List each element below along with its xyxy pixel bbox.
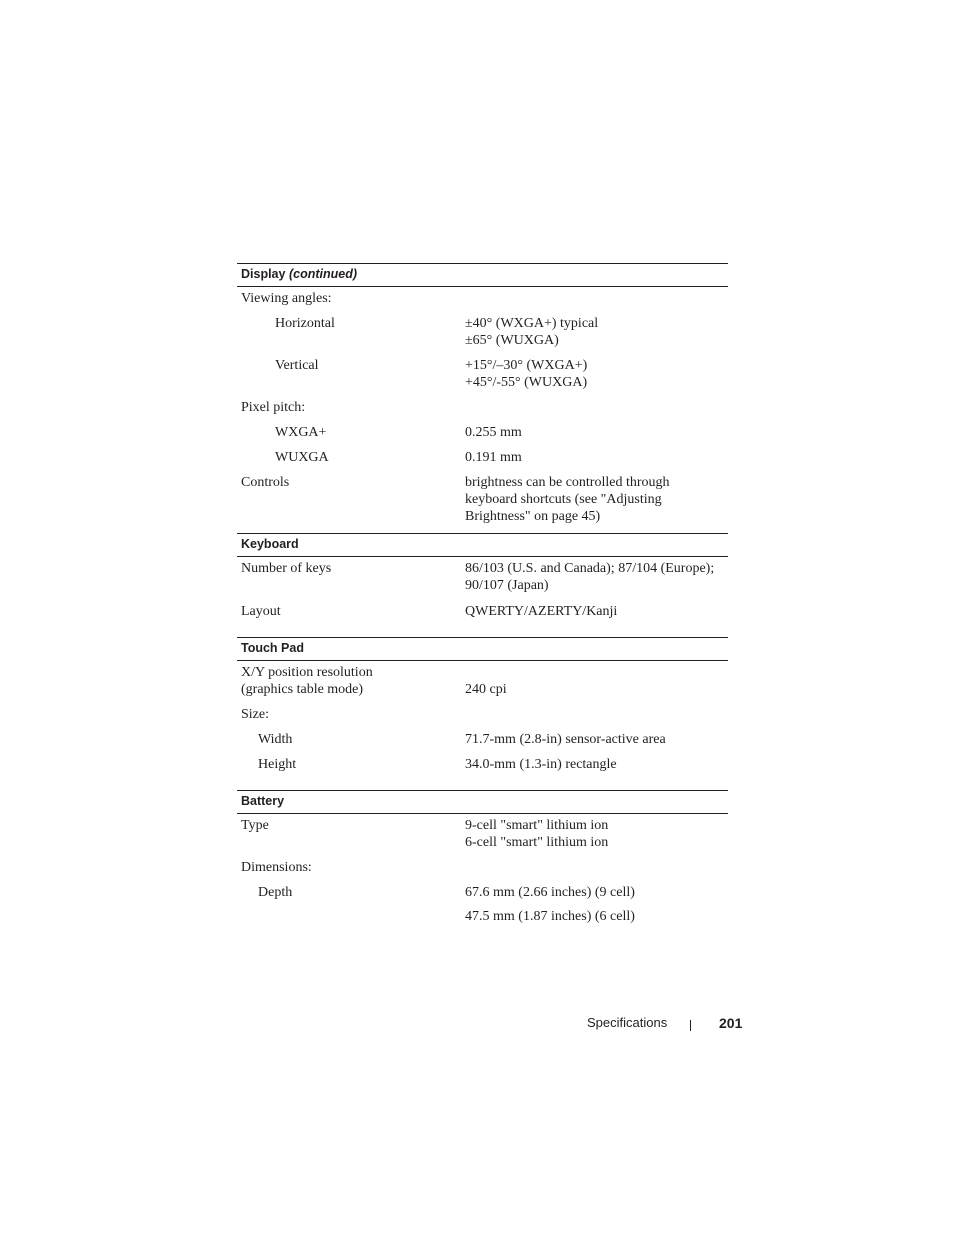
spec-label: Pixel pitch:	[241, 400, 306, 415]
spec-value	[465, 560, 735, 594]
spec-row-size	[237, 706, 728, 731]
spec-value-line: 9-cell "smart" lithium ion	[465, 818, 609, 833]
spec-row-controls	[237, 474, 728, 533]
spec-label: Number of keys	[241, 561, 332, 576]
spec-value	[465, 357, 735, 391]
spec-row-viewing-angles	[237, 290, 728, 315]
spec-row-height	[237, 756, 728, 790]
spec-label: Size:	[241, 707, 269, 722]
spec-value-line: ±40° (WXGA+) typical	[465, 316, 599, 331]
spec-label-line: X/Y position resolution	[241, 665, 373, 680]
spec-value-line: Brightness" on page 45)	[465, 509, 601, 524]
spec-row-vertical	[237, 357, 728, 399]
spec-label: Controls	[241, 475, 290, 490]
spec-value-line: +15°/–30° (WXGA+)	[465, 358, 588, 373]
battery-section-title: Battery	[241, 794, 285, 808]
spec-label	[241, 664, 451, 698]
spec-value: 67.6 mm (2.66 inches) (9 cell)	[465, 885, 635, 900]
spec-row-wuxga	[237, 449, 728, 474]
spec-value-line: ±65° (WUXGA)	[465, 333, 559, 348]
spec-label: Viewing angles:	[241, 291, 332, 306]
spec-label: Dimensions:	[241, 860, 312, 875]
page-number: 201	[719, 1015, 743, 1031]
spec-row-layout	[237, 603, 728, 637]
spec-value-line: 86/103 (U.S. and Canada); 87/104 (Europe);	[465, 561, 715, 576]
spec-value-line: +45°/-55° (WUXGA)	[465, 375, 588, 390]
touchpad-section-header	[237, 637, 728, 661]
keyboard-section-title: Keyboard	[241, 537, 299, 551]
spec-row-type	[237, 817, 728, 859]
spec-value-line: brightness can be controlled through	[465, 475, 670, 490]
spec-value: 71.7-mm (2.8-in) sensor-active area	[465, 732, 666, 747]
keyboard-section-header	[237, 533, 728, 557]
continued-label: (continued)	[288, 267, 357, 281]
spec-value: 47.5 mm (1.87 inches) (6 cell)	[465, 909, 635, 924]
spec-value: 0.191 mm	[465, 450, 522, 465]
spec-row-width	[237, 731, 728, 756]
display-section-title: Display	[241, 267, 286, 281]
spec-row-dimensions	[237, 859, 728, 884]
specifications-table	[237, 263, 728, 932]
spec-label: WUXGA	[275, 450, 329, 465]
spec-label: Width	[258, 732, 293, 747]
spec-value-line: 90/107 (Japan)	[465, 578, 549, 593]
spec-label: WXGA+	[275, 425, 327, 440]
spec-value-line: 6-cell "smart" lithium ion	[465, 835, 609, 850]
spec-label: Layout	[241, 604, 281, 619]
spec-value: 34.0-mm (1.3-in) rectangle	[465, 757, 617, 772]
spec-label: Height	[258, 757, 297, 772]
spec-value: 240 cpi	[465, 682, 507, 697]
touchpad-section-title: Touch Pad	[241, 641, 304, 655]
footer-section-name: Specifications	[587, 1015, 668, 1030]
spec-label-line: (graphics table mode)	[241, 682, 364, 697]
spec-value: QWERTY/AZERTY/Kanji	[465, 604, 618, 619]
spec-value	[465, 817, 735, 851]
spec-row-number-of-keys	[237, 560, 728, 603]
spec-value	[465, 474, 735, 525]
spec-row-wxga	[237, 424, 728, 449]
spec-row-depth-6cell	[237, 908, 728, 932]
spec-value: 0.255 mm	[465, 425, 522, 440]
spec-label: Vertical	[275, 358, 319, 373]
spec-row-horizontal	[237, 315, 728, 357]
spec-label: Depth	[258, 885, 293, 900]
spec-label: Horizontal	[275, 316, 335, 331]
spec-row-xy-resolution	[237, 664, 728, 706]
footer-divider	[690, 1020, 691, 1031]
spec-row-depth	[237, 884, 728, 908]
spec-value	[465, 315, 735, 349]
spec-label: Type	[241, 818, 269, 833]
battery-section-header	[237, 790, 728, 814]
spec-row-pixel-pitch	[237, 399, 728, 424]
spec-value-line: keyboard shortcuts (see "Adjusting	[465, 492, 662, 507]
display-section-header	[237, 263, 728, 287]
